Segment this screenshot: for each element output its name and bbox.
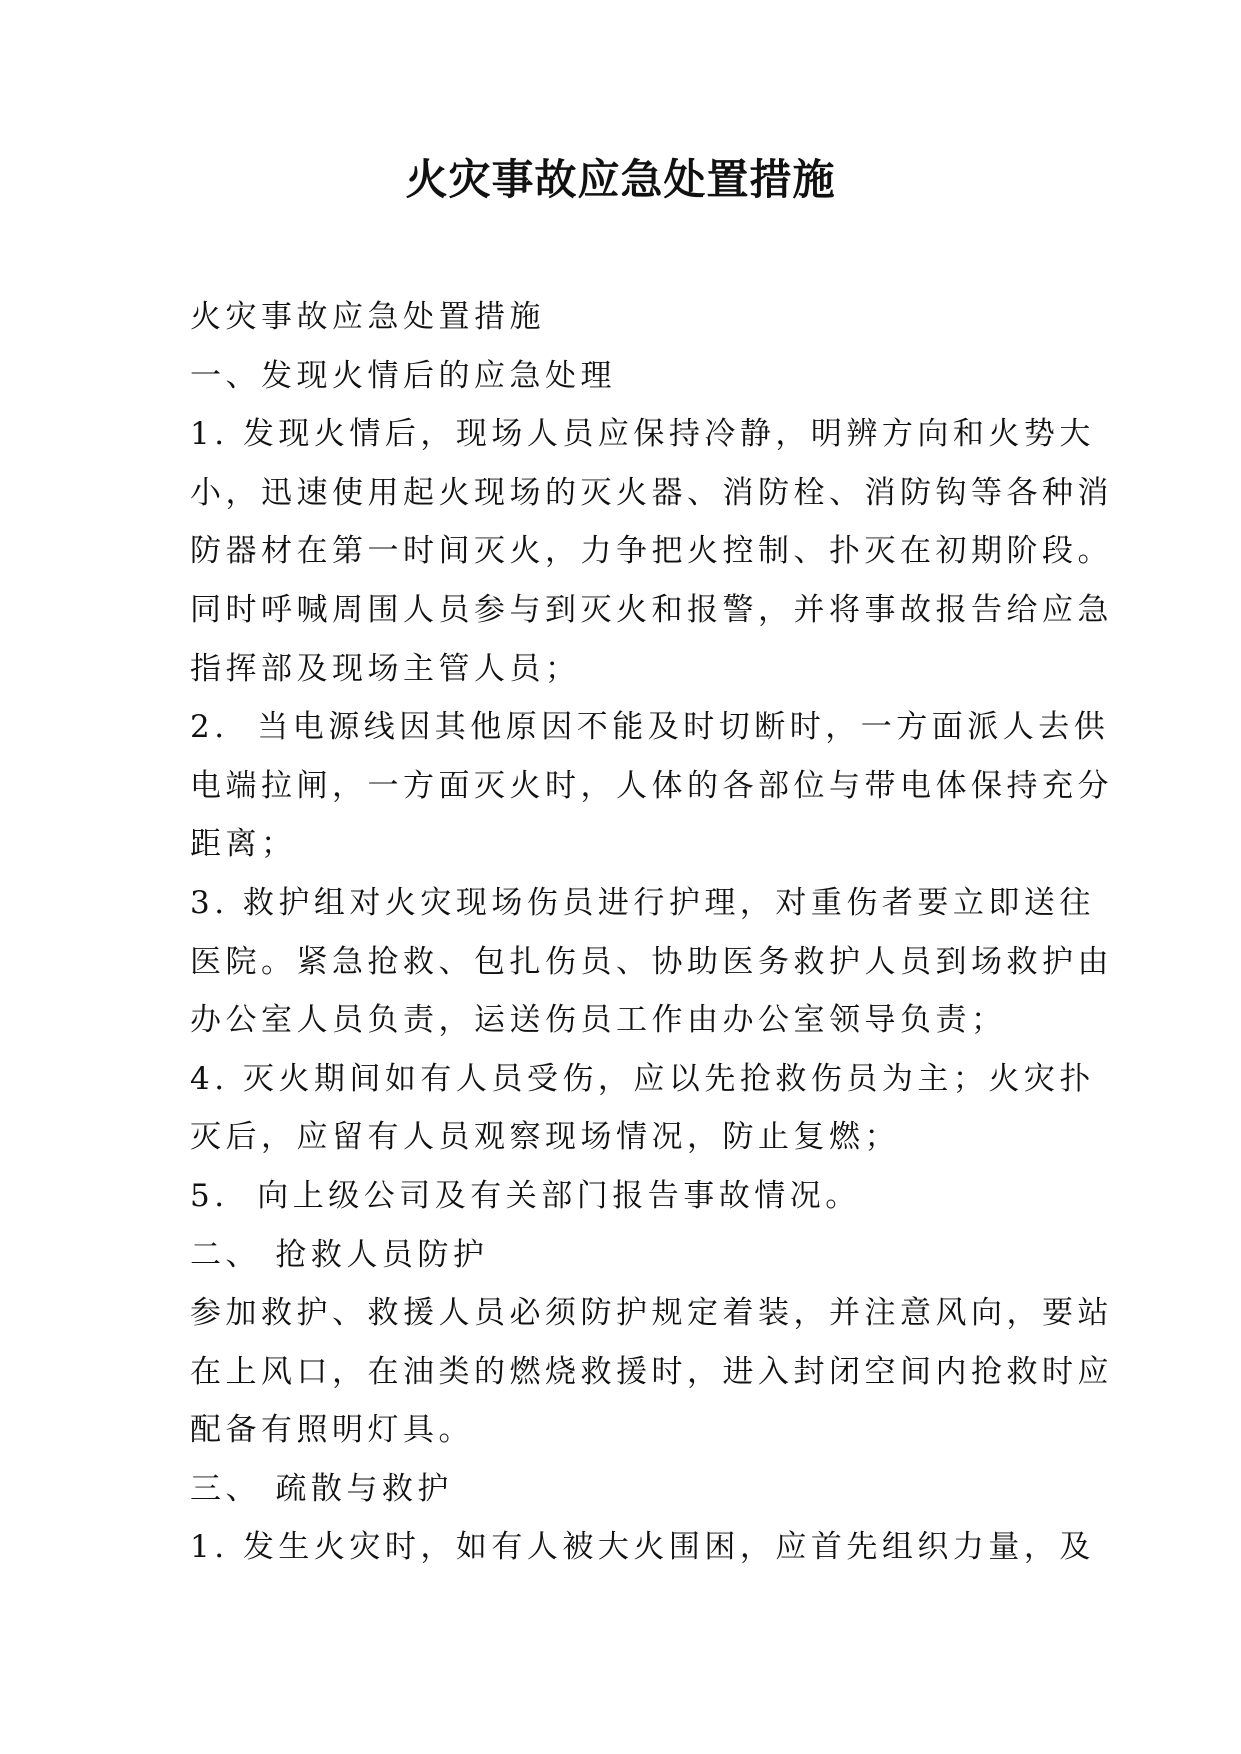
body-line: 3. 救护组对火灾现场伤员进行护理，对重伤者要立即送往 [190,884,1095,921]
section-heading-1: 一、发现火情后的应急处理 [190,357,616,394]
body-line: 参加救护、救援人员必须防护规定着装，并注意风向，要站 [190,1295,1113,1332]
body-line: 1. 发生火灾时，如有人被大火围困，应首先组织力量，及 [190,1529,1095,1566]
body-line: 同时呼喊周围人员参与到灭火和报警，并将事故报告给应急 [190,591,1113,628]
body-line: 2. 当电源线因其他原因不能及时切断时，一方面派人去供 [190,709,1110,746]
body-line: 小，迅速使用起火现场的灭火器、消防栓、消防钩等各种消 [190,474,1113,511]
body-line: 4. 灭火期间如有人员受伤，应以先抢救伤员为主；火灾扑 [190,1060,1095,1097]
body-line: 办公室人员负责，运送伤员工作由办公室领导负责； [190,1002,1007,1039]
body-line-subtitle: 火灾事故应急处置措施 [190,299,545,335]
body-line: 指挥部及现场主管人员； [190,650,581,687]
body-line: 灭后，应留有人员观察现场情况，防止复燃； [190,1119,900,1156]
body-line: 防器材在第一时间灭火，力争把火控制、扑灭在初期阶段。 [190,533,1113,570]
section-heading-2: 二、 抢救人员防护 [190,1236,489,1273]
body-line: 医院。紧急抢救、包扎伤员、协助医务救护人员到场救护由 [190,943,1113,980]
body-line: 1. 发现火情后，现场人员应保持冷静，明辨方向和火势大 [190,416,1095,453]
section-heading-3: 三、 疏散与救护 [190,1470,453,1507]
body-line: 5. 向上级公司及有关部门报告事故情况。 [190,1177,861,1214]
body-line: 距离； [190,826,297,863]
document-title: 火灾事故应急处置措施 [405,155,836,204]
document-body [190,288,1113,1577]
body-line: 配备有照明灯具。 [190,1412,474,1449]
body-line: 电端拉闸，一方面灭火时，人体的各部位与带电体保持充分 [190,767,1113,804]
body-line: 在上风口，在油类的燃烧救援时，进入封闭空间内抢救时应 [190,1353,1113,1390]
